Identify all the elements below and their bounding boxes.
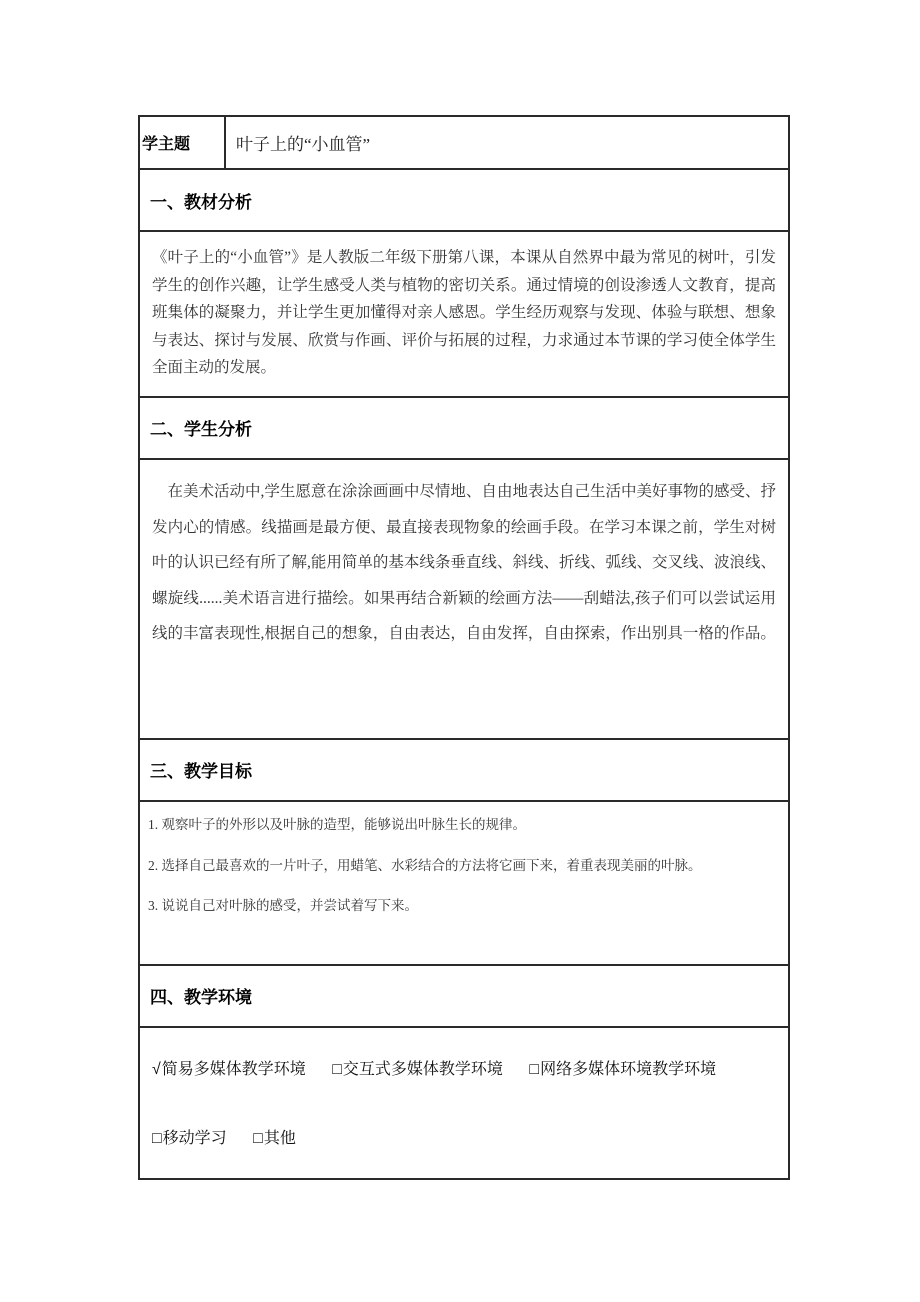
env-option-other (253, 1130, 296, 1147)
env-option-label: 移动学习 (162, 1129, 227, 1147)
environment-options-line1 (152, 1056, 778, 1079)
topic-label: 学主题 (140, 117, 226, 168)
checkbox-empty-icon: □ (152, 1129, 162, 1147)
topic-value: 叶子上的“小血管” (236, 135, 371, 154)
env-option-label: 网络多媒体环境教学环境 (540, 1060, 717, 1078)
env-option-mobile-learning (152, 1130, 227, 1147)
section-environment-content (140, 1026, 788, 1178)
section-material-title: 一、教材分析 (140, 168, 788, 230)
goal-item: 2. 选择自己最喜欢的一片叶子，用蜡笔、水彩结合的方法将它画下来，着重表现美丽的叶脉。 (148, 857, 702, 873)
section-goals-title: 三、教学目标 (140, 738, 788, 800)
env-option-label: 其他 (263, 1129, 296, 1147)
env-option-network-multimedia (529, 1061, 716, 1078)
checked-mark-icon: √ (152, 1060, 161, 1078)
lesson-plan-table (138, 115, 790, 1180)
checkbox-empty-icon: □ (529, 1060, 540, 1078)
checkbox-empty-icon: □ (332, 1060, 342, 1078)
env-option-simple-multimedia (152, 1061, 306, 1078)
goal-item: 3. 说说自己对叶脉的感受，并尝试着写下来。 (148, 898, 418, 914)
env-option-label: 交互式多媒体教学环境 (342, 1060, 503, 1078)
section-goals-content (140, 800, 788, 964)
env-option-interactive-multimedia (332, 1061, 503, 1078)
env-option-label: 简易多媒体教学环境 (161, 1060, 306, 1078)
section-students-title: 二、学生分析 (140, 396, 788, 458)
section-students-content: 在美术活动中,学生愿意在涂涂画画中尽情地、自由地表达自己生活中美好事物的感受、抒发内心的情感。线描画是最方便、最直接表现物象的绘画手段。在学习本课之前，学生对树叶的认识已经有所了解,能用简单的基本线条垂直线、斜线、折线、弧线、交叉线、波浪线、螺旋线......美术语言进行描绘。如果再结合新颖的绘画方法——刮蜡法,孩子们可以尝试运用线的丰富表现性,根据自己的想象，自由表达，自由发挥，自由探索，作出别具一格的作品。 (140, 458, 788, 738)
environment-options-line2 (152, 1125, 778, 1148)
section-environment-title: 四、教学环境 (140, 964, 788, 1026)
topic-row (140, 117, 788, 168)
goal-item: 1. 观察叶子的外形以及叶脉的造型，能够说出叶脉生长的规律。 (148, 816, 526, 832)
section-material-content: 《叶子上的“小血管”》是人教版二年级下册第八课，本课从自然界中最为常见的树叶，引发学生的创作兴趣，让学生感受人类与植物的密切关系。通过情境的创设渗透人文教育，提高班集体的凝聚力，并让学生更加懂得对亲人感恩。学生经历观察与发现、体验与联想、想象与表达、探讨与发展、欣赏与作画、评价与拓展的过程，力求通过本节课的学习使全体学生全面主动的发展。 (140, 230, 788, 396)
checkbox-empty-icon: □ (253, 1129, 263, 1147)
